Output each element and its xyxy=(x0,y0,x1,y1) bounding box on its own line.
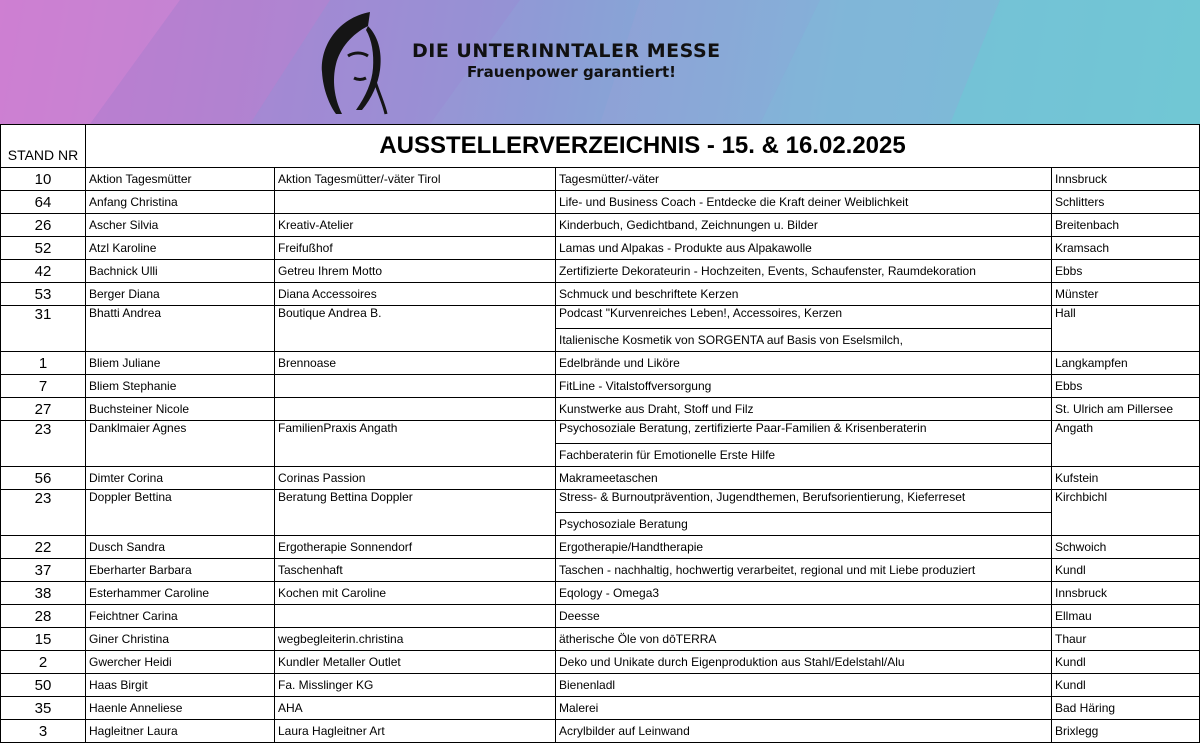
table-header-row xyxy=(1,125,1200,168)
stand-nr-cell: 23 xyxy=(1,490,86,536)
company-cell: Laura Hagleitner Art xyxy=(275,720,556,743)
description-cell: Tagesmütter/-väter xyxy=(556,168,1052,191)
stand-nr-header: STAND NR xyxy=(1,125,86,168)
table-row xyxy=(1,283,1200,306)
company-cell: Taschenhaft xyxy=(275,559,556,582)
company-cell: Boutique Andrea B. xyxy=(275,306,556,352)
description-cell: Stress- & Burnoutprävention, Jugendthemen, Berufsorientierung, Kieferreset xyxy=(556,490,1052,513)
name-cell: Eberharter Barbara xyxy=(86,559,275,582)
company-cell: Kreativ-Atelier xyxy=(275,214,556,237)
description-cell: Zertifizierte Dekorateurin - Hochzeiten, Events, Schaufenster, Raumdekoration xyxy=(556,260,1052,283)
description-cell: Life- und Business Coach - Entdecke die Kraft deiner Weiblichkeit xyxy=(556,191,1052,214)
stand-nr-cell: 53 xyxy=(1,283,86,306)
table-row xyxy=(1,214,1200,237)
company-cell: FamilienPraxis Angath xyxy=(275,421,556,467)
stand-nr-cell: 26 xyxy=(1,214,86,237)
stand-nr-cell: 15 xyxy=(1,628,86,651)
city-cell: Kundl xyxy=(1052,559,1200,582)
table-row xyxy=(1,191,1200,214)
city-cell: Ebbs xyxy=(1052,375,1200,398)
description-cell: Makrameetaschen xyxy=(556,467,1052,490)
table-row xyxy=(1,628,1200,651)
city-cell: Ebbs xyxy=(1052,260,1200,283)
table-row xyxy=(1,605,1200,628)
table-row xyxy=(1,697,1200,720)
description-cell: Malerei xyxy=(556,697,1052,720)
name-cell: Bachnick Ulli xyxy=(86,260,275,283)
company-cell: Kundler Metaller Outlet xyxy=(275,651,556,674)
name-cell: Giner Christina xyxy=(86,628,275,651)
description-cell: Deko und Unikate durch Eigenproduktion aus Stahl/Edelstahl/Alu xyxy=(556,651,1052,674)
name-cell: Atzl Karoline xyxy=(86,237,275,260)
name-cell: Ascher Silvia xyxy=(86,214,275,237)
description-cell: Deesse xyxy=(556,605,1052,628)
city-cell: Langkampfen xyxy=(1052,352,1200,375)
woman-face-icon xyxy=(310,8,410,116)
stand-nr-cell: 23 xyxy=(1,421,86,467)
city-cell: Kirchbichl xyxy=(1052,490,1200,536)
description-cell: Ergotherapie/Handtherapie xyxy=(556,536,1052,559)
company-cell: Beratung Bettina Doppler xyxy=(275,490,556,536)
page-title: AUSSTELLERVERZEICHNIS - 15. & 16.02.2025 xyxy=(86,125,1200,168)
stand-nr-cell: 2 xyxy=(1,651,86,674)
stand-nr-cell: 10 xyxy=(1,168,86,191)
city-cell: Schlitters xyxy=(1052,191,1200,214)
name-cell: Bliem Juliane xyxy=(86,352,275,375)
exhibitor-table xyxy=(0,124,1200,743)
stand-nr-cell: 35 xyxy=(1,697,86,720)
stand-nr-cell: 42 xyxy=(1,260,86,283)
company-cell: Brennoase xyxy=(275,352,556,375)
description-cell: Lamas und Alpakas - Produkte aus Alpakawolle xyxy=(556,237,1052,260)
stand-nr-cell: 27 xyxy=(1,398,86,421)
city-cell: Kufstein xyxy=(1052,467,1200,490)
stand-nr-cell: 22 xyxy=(1,536,86,559)
stand-nr-cell: 31 xyxy=(1,306,86,352)
name-cell: Doppler Bettina xyxy=(86,490,275,536)
description-cell: Italienische Kosmetik von SORGENTA auf Basis von Eselsmilch, xyxy=(556,329,1052,352)
table-row xyxy=(1,260,1200,283)
name-cell: Feichtner Carina xyxy=(86,605,275,628)
stand-nr-cell: 28 xyxy=(1,605,86,628)
company-cell: Ergotherapie Sonnendorf xyxy=(275,536,556,559)
company-cell: wegbegleiterin.christina xyxy=(275,628,556,651)
table-row xyxy=(1,237,1200,260)
city-cell: Brixlegg xyxy=(1052,720,1200,743)
description-cell: FitLine - Vitalstoffversorgung xyxy=(556,375,1052,398)
city-cell: Bad Häring xyxy=(1052,697,1200,720)
stand-nr-cell: 7 xyxy=(1,375,86,398)
description-cell: Bienenladl xyxy=(556,674,1052,697)
city-cell: Kundl xyxy=(1052,674,1200,697)
name-cell: Bhatti Andrea xyxy=(86,306,275,352)
table-row xyxy=(1,352,1200,375)
table-row xyxy=(1,651,1200,674)
table-row xyxy=(1,375,1200,398)
city-cell: Kundl xyxy=(1052,651,1200,674)
company-cell: AHA xyxy=(275,697,556,720)
table-row xyxy=(1,421,1200,444)
description-cell: Acrylbilder auf Leinwand xyxy=(556,720,1052,743)
name-cell: Danklmaier Agnes xyxy=(86,421,275,467)
name-cell: Gwercher Heidi xyxy=(86,651,275,674)
description-cell: Podcast "Kurvenreiches Leben!, Accessoires, Kerzen xyxy=(556,306,1052,329)
stand-nr-cell: 52 xyxy=(1,237,86,260)
stand-nr-cell: 1 xyxy=(1,352,86,375)
description-cell: Fachberaterin für Emotionelle Erste Hilfe xyxy=(556,444,1052,467)
table-row xyxy=(1,559,1200,582)
name-cell: Anfang Christina xyxy=(86,191,275,214)
name-cell: Buchsteiner Nicole xyxy=(86,398,275,421)
city-cell: Breitenbach xyxy=(1052,214,1200,237)
stand-nr-cell: 50 xyxy=(1,674,86,697)
city-cell: Schwoich xyxy=(1052,536,1200,559)
company-cell: Getreu Ihrem Motto xyxy=(275,260,556,283)
header-banner xyxy=(0,0,1200,124)
city-cell: Kramsach xyxy=(1052,237,1200,260)
stand-nr-cell: 56 xyxy=(1,467,86,490)
city-cell: Angath xyxy=(1052,421,1200,467)
company-cell xyxy=(275,191,556,214)
company-cell: Aktion Tagesmütter/-väter Tirol xyxy=(275,168,556,191)
description-cell: Kinderbuch, Gedichtband, Zeichnungen u. Bilder xyxy=(556,214,1052,237)
description-cell: ätherische Öle von dōTERRA xyxy=(556,628,1052,651)
city-cell: Innsbruck xyxy=(1052,168,1200,191)
table-row xyxy=(1,306,1200,329)
description-cell: Kunstwerke aus Draht, Stoff und Filz xyxy=(556,398,1052,421)
description-cell: Psychosoziale Beratung, zertifizierte Paar-Familien & Krisenberaterin xyxy=(556,421,1052,444)
city-cell: St. Ulrich am Pillersee xyxy=(1052,398,1200,421)
name-cell: Dimter Corina xyxy=(86,467,275,490)
city-cell: Innsbruck xyxy=(1052,582,1200,605)
description-cell: Edelbrände und Liköre xyxy=(556,352,1052,375)
name-cell: Aktion Tagesmütter xyxy=(86,168,275,191)
table-row xyxy=(1,467,1200,490)
company-cell: Diana Accessoires xyxy=(275,283,556,306)
company-cell xyxy=(275,398,556,421)
company-cell xyxy=(275,605,556,628)
name-cell: Dusch Sandra xyxy=(86,536,275,559)
name-cell: Berger Diana xyxy=(86,283,275,306)
city-cell: Münster xyxy=(1052,283,1200,306)
table-row xyxy=(1,536,1200,559)
company-cell: Fa. Misslinger KG xyxy=(275,674,556,697)
table-row xyxy=(1,720,1200,743)
description-cell: Eqology - Omega3 xyxy=(556,582,1052,605)
company-cell xyxy=(275,375,556,398)
description-cell: Psychosoziale Beratung xyxy=(556,513,1052,536)
company-cell: Kochen mit Caroline xyxy=(275,582,556,605)
table-row xyxy=(1,674,1200,697)
table-row xyxy=(1,398,1200,421)
company-cell: Freifußhof xyxy=(275,237,556,260)
banner-background xyxy=(0,0,1200,124)
name-cell: Haas Birgit xyxy=(86,674,275,697)
table-row xyxy=(1,490,1200,513)
name-cell: Hagleitner Laura xyxy=(86,720,275,743)
city-cell: Ellmau xyxy=(1052,605,1200,628)
stand-nr-cell: 3 xyxy=(1,720,86,743)
company-cell: Corinas Passion xyxy=(275,467,556,490)
table-row xyxy=(1,168,1200,191)
stand-nr-cell: 37 xyxy=(1,559,86,582)
stand-nr-cell: 38 xyxy=(1,582,86,605)
name-cell: Bliem Stephanie xyxy=(86,375,275,398)
banner-subtitle: Frauenpower garantiert! xyxy=(467,63,676,81)
stand-nr-cell: 64 xyxy=(1,191,86,214)
name-cell: Haenle Anneliese xyxy=(86,697,275,720)
city-cell: Hall xyxy=(1052,306,1200,352)
table-row xyxy=(1,582,1200,605)
name-cell: Esterhammer Caroline xyxy=(86,582,275,605)
description-cell: Taschen - nachhaltig, hochwertig verarbeitet, regional und mit Liebe produziert xyxy=(556,559,1052,582)
city-cell: Thaur xyxy=(1052,628,1200,651)
description-cell: Schmuck und beschriftete Kerzen xyxy=(556,283,1052,306)
banner-title: DIE UNTERINNTALER MESSE xyxy=(412,40,721,62)
